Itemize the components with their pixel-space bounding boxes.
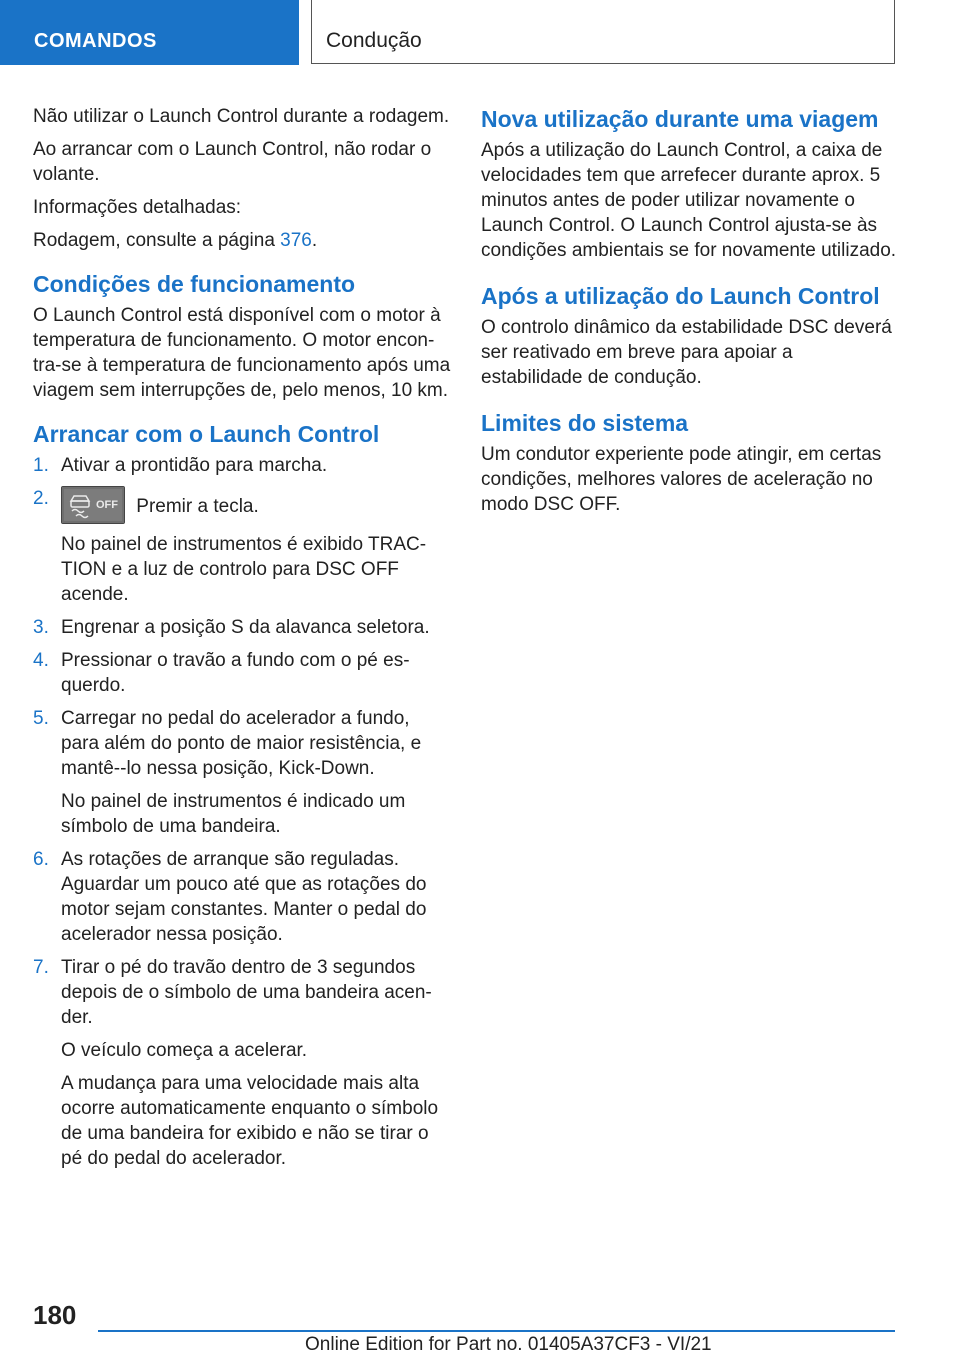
- list-item: [33, 955, 451, 1171]
- cross-reference-end: .: [311, 230, 318, 251]
- list-item: [33, 847, 451, 947]
- step-text: Carregar no pedal do acelerador a fundo, para além do ponto de maior resistência, e mantê--lo nessa posição, Kick-Down.: [61, 708, 422, 779]
- list-item: [33, 615, 451, 640]
- step-number: 4.: [33, 650, 49, 671]
- after-use-paragraph: O controlo dinâmico da estabilidade DSC deverá ser reativado em breve para apoiar a estabilidade de condução.: [481, 317, 892, 388]
- left-column: [33, 104, 451, 1179]
- step-number: 3.: [33, 617, 49, 638]
- section-header: [311, 0, 895, 64]
- chapter-title: COMANDOS: [34, 30, 157, 52]
- heading-after-use: Após a utilização do Launch Control: [481, 283, 880, 309]
- page-link[interactable]: 376: [280, 230, 312, 251]
- right-column: [481, 104, 899, 525]
- step-number: 1.: [33, 455, 49, 476]
- cross-reference: [33, 228, 451, 253]
- heading-conditions: Condições de funcionamento: [33, 271, 356, 297]
- heading-new-use: Nova utilização durante uma viagem: [481, 106, 879, 132]
- list-item: [33, 706, 451, 839]
- steps-list: [33, 453, 451, 1171]
- step-number: 6.: [33, 849, 49, 870]
- section-title: Condução: [326, 29, 422, 52]
- step-text: Premir a tecla.: [136, 496, 259, 517]
- list-item: [33, 453, 451, 478]
- system-limits-paragraph: Um condutor experiente pode atingir, em certas condições, melhores valores de aceleração no modo DSC OFF.: [481, 444, 882, 515]
- list-item: [33, 648, 451, 698]
- conditions-paragraph: O Launch Control está disponível com o motor à temperatura de funcionamento. O motor encon‐tra-se à temperatura de funcionamento após uma viagem sem interrupções de, pelo menos, 10 km.: [33, 305, 451, 401]
- step-number: 5.: [33, 708, 49, 729]
- step-text: Ativar a prontidão para marcha.: [61, 455, 328, 476]
- intro-paragraph: Ao arrancar com o Launch Control, não rodar o volante.: [33, 139, 432, 185]
- cross-reference-text: Rodagem, consulte a página: [33, 230, 281, 251]
- step-note: A mudança para uma velocidade mais alta ocorre automaticamente enquanto o símbolo de uma bandeira for exibido e não se tirar o pé do pedal do acelerador.: [61, 1073, 439, 1169]
- step-number: 2.: [33, 488, 49, 509]
- step-note: No painel de instrumentos é exibido TRAC‐TION e a luz de controlo para DSC OFF acende.: [61, 534, 427, 605]
- heading-system-limits: Limites do sistema: [481, 410, 689, 436]
- heading-launch-control: Arrancar com o Launch Control: [33, 421, 380, 447]
- intro-paragraph: Não utilizar o Launch Control durante a rodagem.: [33, 106, 450, 127]
- step-text: As rotações de arranque são reguladas. Aguardar um pouco até que as rotações do motor sejam constantes. Manter o pedal do acelerador nessa posição.: [61, 849, 427, 945]
- intro-paragraph: Informações detalhadas:: [33, 197, 242, 218]
- new-use-paragraph: Após a utilização do Launch Control, a caixa de velocidades tem que arrefecer durante aprox. 5 minutos antes de poder utilizar novamente o Launch Control. O Launch Control ajusta-se às condições ambientais se for novamente utilizado.: [481, 140, 897, 261]
- page-number: 180: [33, 1300, 77, 1330]
- key-icon-label: OFF: [96, 499, 118, 511]
- step-text: Tirar o pé do travão dentro de 3 segundos depois de o símbolo de uma bandeira acen‐der.: [61, 957, 432, 1028]
- step-note: O veículo começa a acelerar.: [61, 1040, 308, 1061]
- list-item: [33, 486, 451, 607]
- chapter-tab: [0, 0, 299, 65]
- step-number: 7.: [33, 957, 49, 978]
- edition-note: Online Edition for Part no. 01405A37CF3 - VI/21: [305, 1334, 712, 1355]
- footer-divider: [98, 1330, 895, 1332]
- step-text: Engrenar a posição S da alavanca seletora.: [61, 617, 430, 638]
- step-text: Pressionar o travão a fundo com o pé es‐querdo.: [61, 650, 410, 696]
- dsc-off-button-icon: [61, 486, 125, 524]
- step-note: No painel de instrumentos é indicado um símbolo de uma bandeira.: [61, 791, 406, 837]
